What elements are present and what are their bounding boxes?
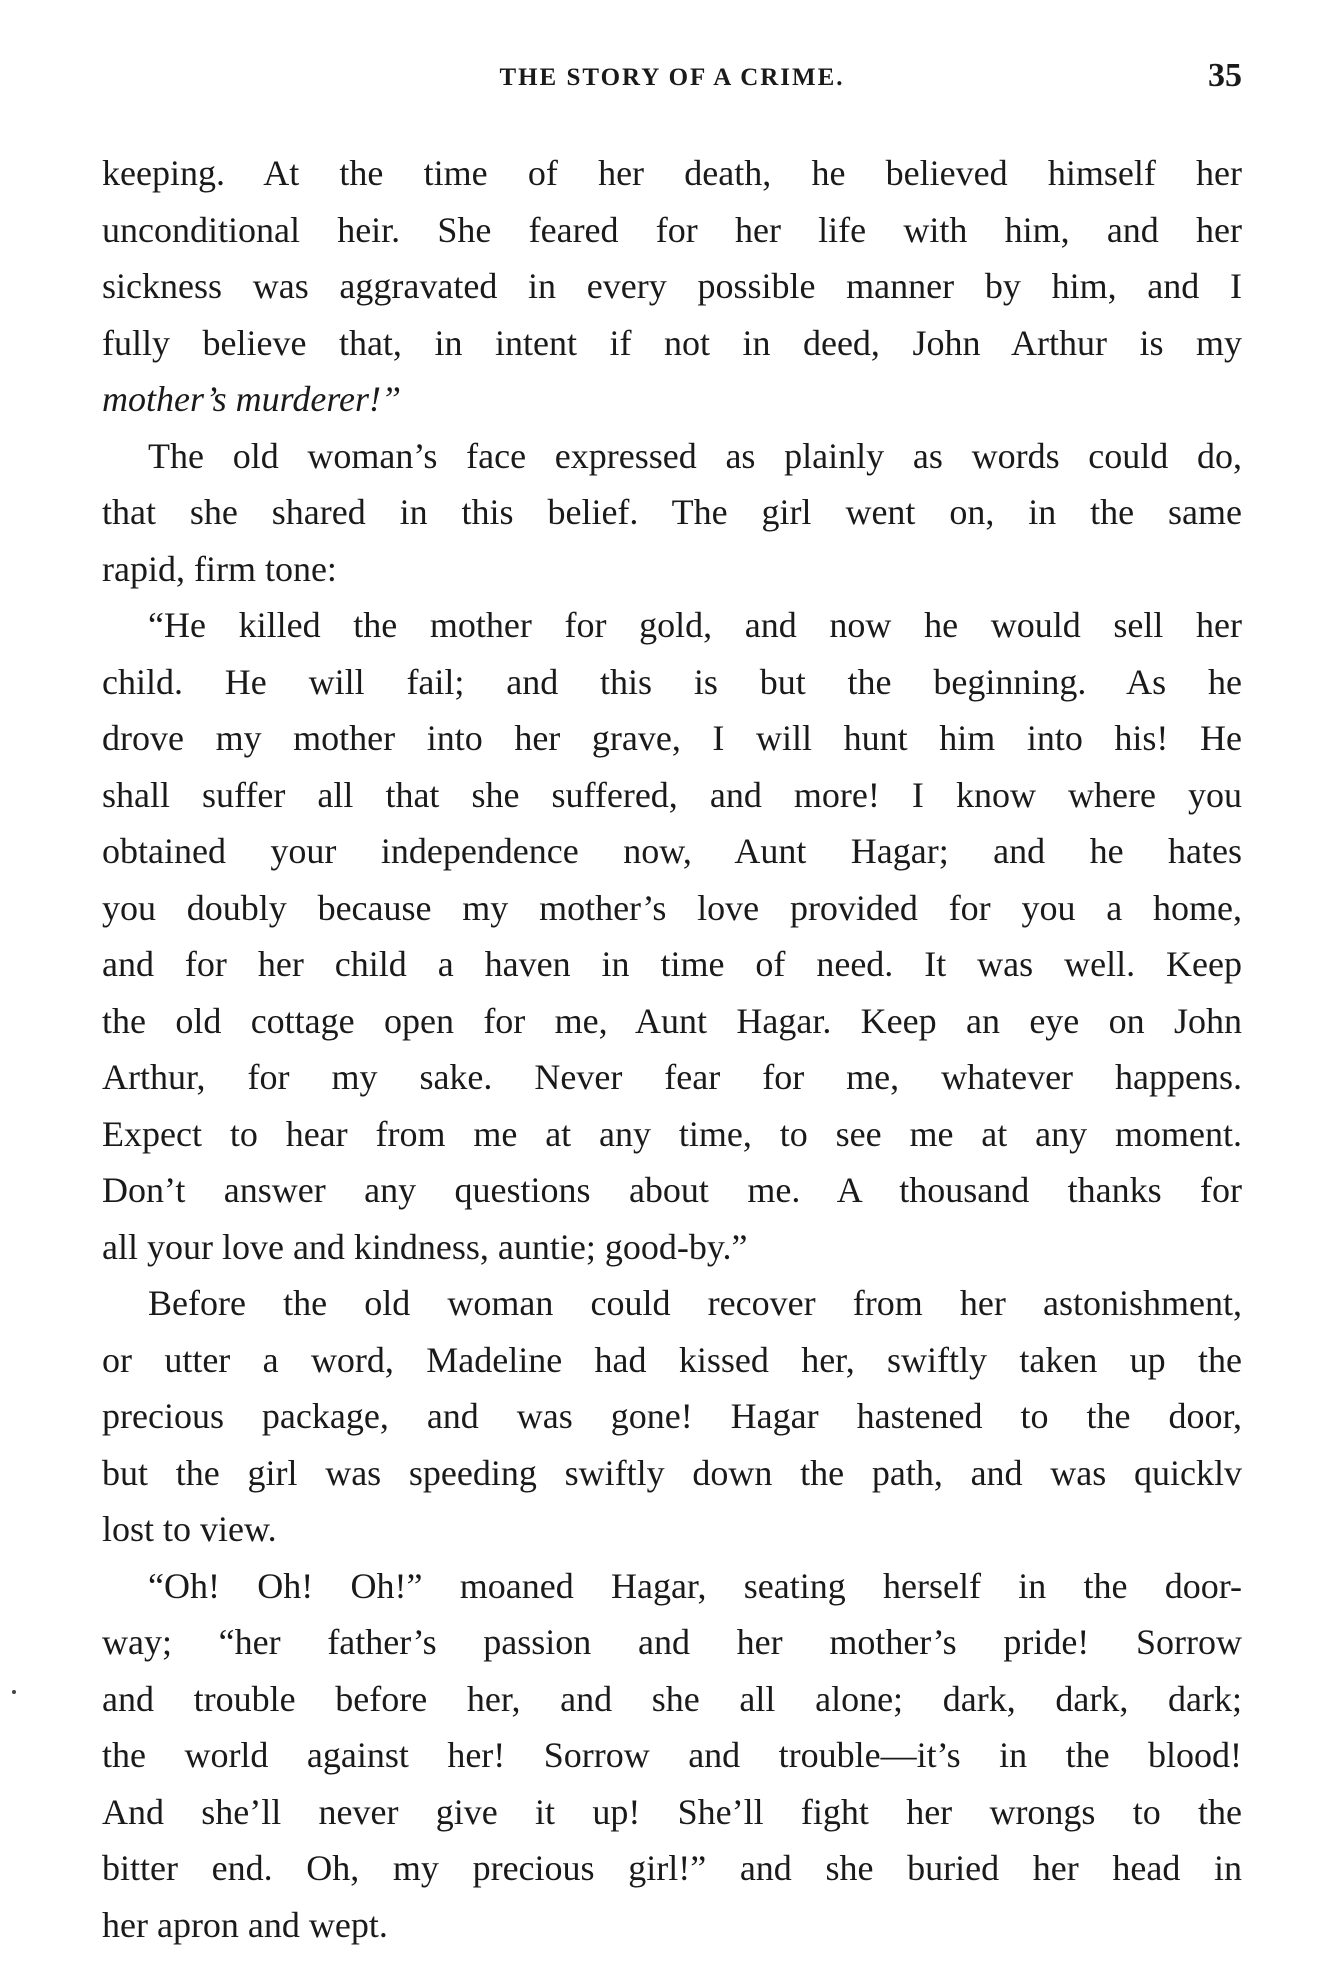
text-line: Don’t answer any questions about me. A thousand thanks for (102, 1170, 1242, 1210)
text-line: “Oh! Oh! Oh!” moaned Hagar, seating herself in the door- (148, 1565, 1242, 1606)
paragraph-3 (102, 597, 1242, 1275)
text-line: fully believe that, in intent if not in deed, John Arthur is my (102, 322, 1242, 363)
text-line: her apron and wept. (102, 1904, 388, 1945)
margin-speck (12, 1690, 16, 1694)
text-line-italic (102, 371, 1242, 428)
text-line: or utter a word, Madeline had kissed her, swiftly taken up the (102, 1339, 1242, 1380)
text-line: bitter end. Oh, my precious girl!” and she buried her head in (102, 1848, 1242, 1888)
page-number: 35 (1208, 57, 1242, 94)
paragraph-1 (102, 145, 1242, 428)
text-line: “He killed the mother for gold, and now he would sell her (148, 605, 1242, 645)
text-line: the world against her! Sorrow and trouble—it’s in the blood! (102, 1735, 1242, 1775)
italic-text: mother’s murderer!” (102, 379, 402, 419)
paragraph-4 (102, 1275, 1242, 1558)
running-title: THE STORY OF A CRIME. (499, 64, 845, 91)
text-line: but the girl was speeding swiftly down the path, and was quicklv (102, 1452, 1242, 1493)
paragraph-2 (102, 428, 1242, 598)
text-line: lost to view. (102, 1509, 277, 1549)
text-line: drove my mother into her grave, I will hunt him into his! He (102, 718, 1242, 758)
text-line: obtained your independence now, Aunt Hagar; and he hates (102, 831, 1242, 871)
text-line: shall suffer all that she suffered, and more! I know where you (102, 774, 1242, 815)
text-line: and for her child a haven in time of need. It was well. Keep (102, 944, 1242, 984)
text-line: Arthur, for my sake. Never fear for me, whatever happens. (102, 1057, 1242, 1097)
text-line: Expect to hear from me at any time, to see me at any moment. (102, 1113, 1242, 1154)
text-line: precious package, and was gone! Hagar hastened to the door, (102, 1396, 1242, 1436)
text-line: all your love and kindness, auntie; good-by.” (102, 1226, 748, 1267)
running-header (102, 58, 1242, 98)
text-line: Before the old woman could recover from her astonishment, (148, 1283, 1242, 1323)
text-line: keeping. At the time of her death, he believed himself her (102, 153, 1242, 193)
text-line: rapid, firm tone: (102, 548, 337, 589)
text-line: you doubly because my mother’s love provided for you a home, (102, 887, 1242, 928)
text-line: child. He will fail; and this is but the beginning. As he (102, 661, 1242, 702)
paragraph-5 (102, 1558, 1242, 1954)
text-line: sickness was aggravated in every possible manner by him, and I (102, 266, 1242, 306)
text-line: way; “her father’s passion and her mother’s pride! Sorrow (102, 1622, 1242, 1662)
text-line: The old woman’s face expressed as plainly as words could do, (148, 435, 1242, 476)
text-line: and trouble before her, and she all alone; dark, dark, dark; (102, 1678, 1242, 1719)
text-line: And she’ll never give it up! She’ll fight her wrongs to the (102, 1791, 1242, 1832)
body-text (102, 145, 1242, 1953)
text-line: the old cottage open for me, Aunt Hagar. Keep an eye on John (102, 1000, 1242, 1041)
text-line: that she shared in this belief. The girl went on, in the same (102, 492, 1242, 532)
text-line: unconditional heir. She feared for her life with him, and her (102, 209, 1242, 250)
